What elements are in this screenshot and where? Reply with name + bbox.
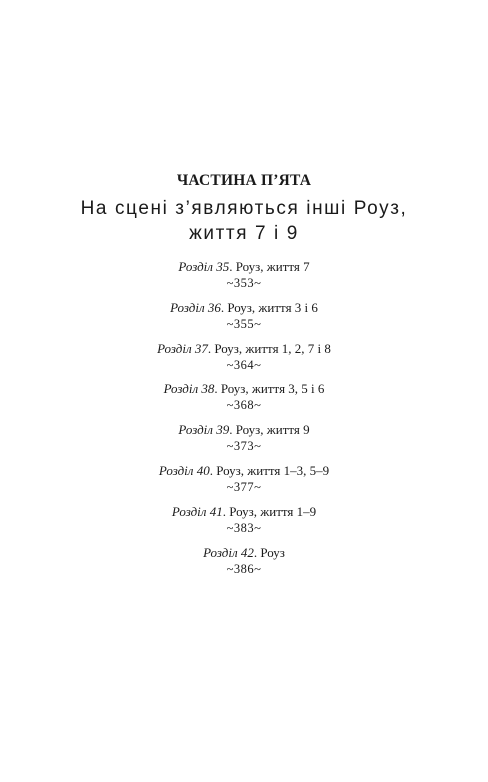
page-number: ~364~: [226, 357, 262, 372]
page-number: ~383~: [226, 520, 262, 535]
toc-entry-title: [157, 341, 331, 356]
chapter-description: . Роуз, життя 1–9: [222, 503, 317, 519]
table-of-contents: [0, 258, 488, 584]
toc-entry-title: [159, 463, 329, 478]
chapter-number: Розділ 36: [170, 299, 221, 315]
toc-entry-title: [164, 381, 325, 396]
toc-entry-title: [170, 300, 318, 315]
chapter-description: . Роуз, життя 1–3, 5–9: [209, 462, 330, 478]
page-number: ~386~: [226, 561, 262, 576]
page-number: ~368~: [226, 398, 262, 413]
chapter-number: Розділ 37: [157, 340, 208, 356]
toc-entry: [0, 503, 488, 544]
toc-entry-title: [178, 259, 309, 274]
toc-entry-title: [172, 504, 316, 519]
chapter-description: . Роуз: [253, 544, 285, 560]
toc-entry: [0, 544, 488, 585]
toc-entry-title: [203, 545, 285, 560]
toc-entry: [0, 421, 488, 462]
chapter-number: Розділ 39: [178, 422, 230, 438]
part-subtitle-line-2: життя 7 і 9: [189, 223, 299, 244]
toc-entry: [0, 462, 488, 503]
chapter-description: . Роуз, життя 3, 5 і 6: [214, 381, 325, 397]
toc-entry: [0, 258, 488, 299]
toc-entry: [0, 340, 488, 381]
chapter-description: . Роуз, життя 9: [229, 422, 310, 438]
toc-entry-title: [178, 422, 309, 437]
chapter-description: . Роуз, життя 7: [229, 259, 310, 274]
chapter-number: Розділ 38: [163, 381, 215, 397]
toc-entry: [0, 299, 488, 340]
part-subtitle: [0, 196, 488, 246]
chapter-number: Розділ 35: [178, 259, 230, 274]
page-number: ~355~: [226, 316, 262, 331]
page-number: ~377~: [226, 479, 262, 494]
toc-entry: [0, 380, 488, 421]
part-subtitle-line-1: На сцені з’являються інші Роуз,: [80, 198, 408, 219]
chapter-description: . Роуз, життя 1, 2, 7 і 8: [207, 340, 331, 356]
page-number: ~353~: [226, 276, 262, 290]
chapter-number: Розділ 40: [158, 462, 210, 478]
part-title: ЧАСТИНА П’ЯТА: [176, 172, 312, 189]
chapter-number: Розділ 41: [171, 503, 223, 519]
page-number: ~373~: [226, 439, 262, 454]
chapter-number: Розділ 42: [203, 544, 254, 560]
chapter-description: . Роуз, життя 3 і 6: [220, 299, 318, 315]
